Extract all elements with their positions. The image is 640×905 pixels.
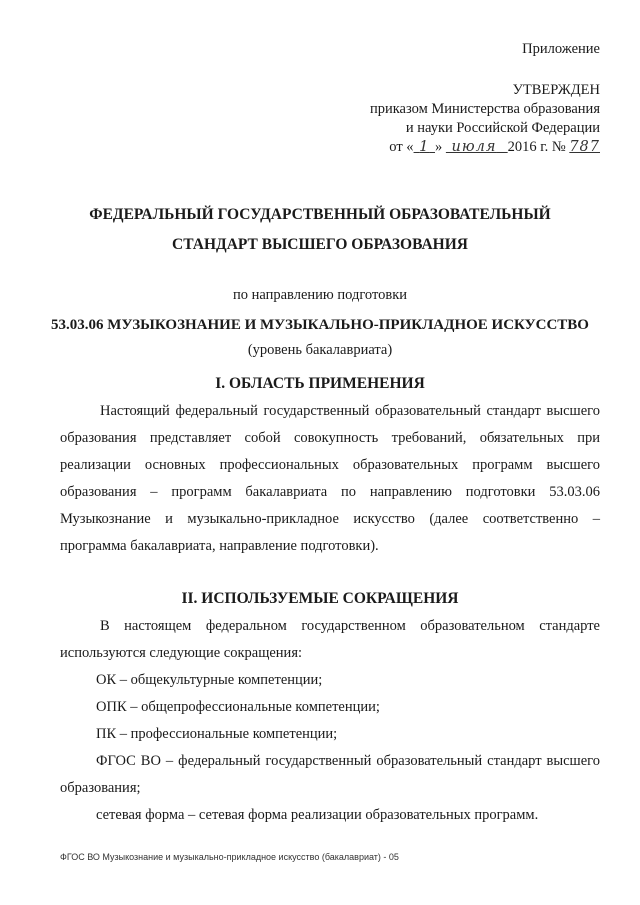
direction-prefix: по направлению подготовки <box>232 287 408 303</box>
section-1-heading: I. ОБЛАСТЬ ПРИМЕНЕНИЯ <box>215 375 425 392</box>
approval-line-2: и науки Российской Федерации <box>405 120 600 136</box>
abbrev-item: ОПК – общепрофессиональные компетенции; <box>96 699 380 715</box>
approval-line-1: приказом Министерства образования <box>369 101 600 117</box>
date-month <box>446 139 508 155</box>
date-mid: » <box>435 139 443 155</box>
date-day <box>414 139 435 155</box>
direction-block <box>40 285 600 359</box>
date-day-value: 1 <box>419 139 430 155</box>
date-prefix: от « <box>389 139 414 155</box>
title-line-2: СТАНДАРТ ВЫСШЕГО ОБРАЗОВАНИЯ <box>172 236 468 253</box>
approved-label: УТВЕРЖДЕН <box>512 82 600 98</box>
order-number: 787 <box>569 139 600 155</box>
abbrev-item: ПК – профессиональные компетенции; <box>96 726 338 742</box>
section-1-text: Настоящий федеральный государственный образовательный стандарт высшего образования представляет собой совокупность требований, обязательных при реализации основных профессиональных образовательных программ высшего образования – программ бакалавриата по направлению подготовки 53.03.06 Музыкознание и музыкально-прикладное искусство (далее соответственно – программа бакалавриата, направление подготовки). <box>60 403 600 554</box>
date-year-suffix: 2016 г. № <box>507 139 566 155</box>
date-month-value: июля <box>451 139 497 155</box>
abbrev-item: ОК – общекультурные компетенции; <box>96 672 323 688</box>
approval-date-line <box>340 138 600 157</box>
section-1-paragraph <box>60 398 600 560</box>
direction-level: (уровень бакалавриата) <box>247 342 393 358</box>
approval-block <box>340 40 600 157</box>
abbrev-item: ФГОС ВО – федеральный государственный образовательный стандарт высшего образования; <box>60 753 600 796</box>
direction-code: 53.03.06 МУЗЫКОЗНАНИЕ И МУЗЫКАЛЬНО-ПРИКЛАДНОЕ ИСКУССТВО <box>51 317 589 333</box>
abbrev-item-long <box>60 748 600 802</box>
section-2-heading: II. ИСПОЛЬЗУЕМЫЕ СОКРАЩЕНИЯ <box>181 590 459 607</box>
abbrev-item: сетевая форма – сетевая форма реализации образовательных программ. <box>96 807 539 823</box>
section-2-intro-text: В настоящем федеральном государственном образовательном стандарте используются следующие сокращения: <box>60 618 600 661</box>
appendix-label: Приложение <box>522 41 600 57</box>
document-title <box>60 200 580 260</box>
section-2-intro <box>60 613 600 667</box>
page-footer: ФГОС ВО Музыкознание и музыкально-прикладное искусство (бакалавриат) - 05 <box>60 852 399 862</box>
title-line-1: ФЕДЕРАЛЬНЫЙ ГОСУДАРСТВЕННЫЙ ОБРАЗОВАТЕЛЬНЫЙ <box>89 206 551 223</box>
